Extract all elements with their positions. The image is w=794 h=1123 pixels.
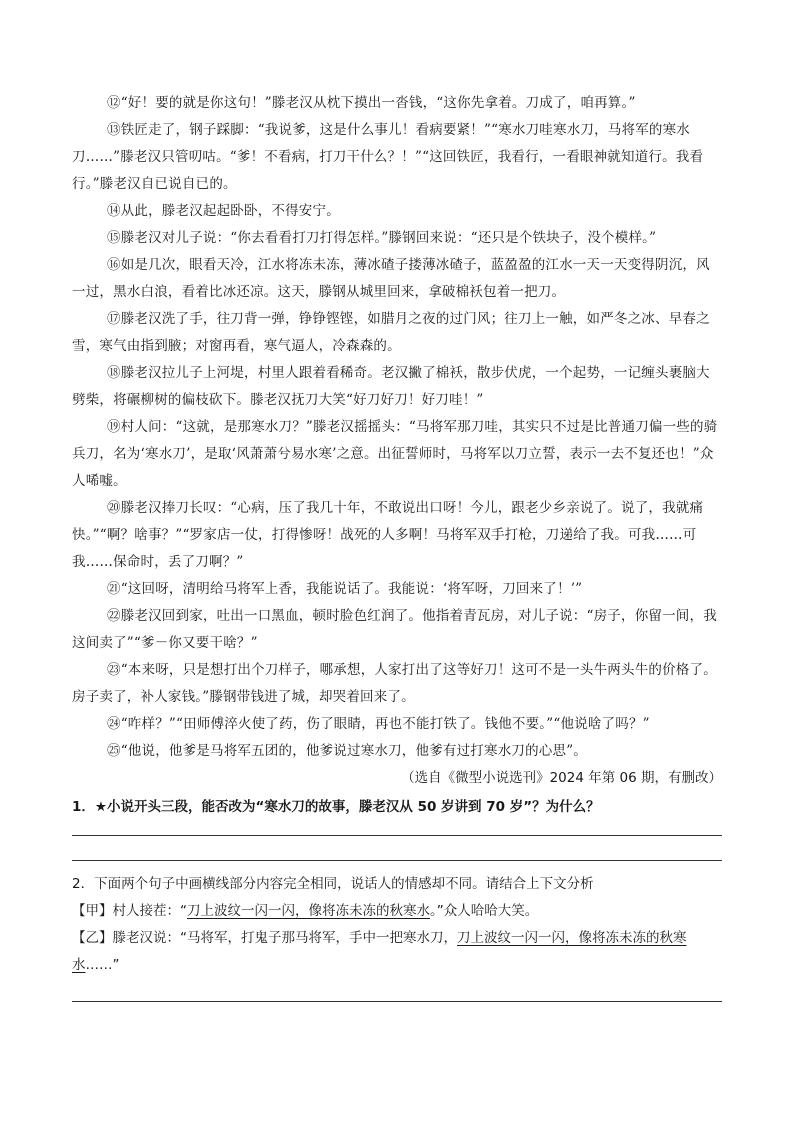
paragraph-19: ⑲村人问：“这就，是那寒水刀？”滕老汉摇摇头：“马将军那刀哇，其实只不过是比普通刀偏一些的骑兵刀，名为‘寒水刀’，是取‘风萧萧兮易水寒’之意。出征誓师时，马将军以刀立誓，表示一去不复还也！”众人唏嘘。 — [72, 419, 718, 489]
paragraph-21: ㉑“这回呀，清明给马将军上香，我能说话了。我能说：‘将军呀，刀回来了！’” — [107, 581, 583, 597]
sentence-jia — [72, 898, 722, 925]
source-citation: （选自《微型小说选刊》2024 年第 06 期，有删改） — [401, 770, 722, 786]
paragraph-20: ⑳滕老汉捧刀长叹：“心病，压了我几十年，不敢说出口呀！今儿，跟老少乡亲说了。说了，我就痛快。”“啊？啥事？”“罗家店一仗，打得惨呀！战死的人多啊！马将军双手打枪，刀递给了我。可我……可我……保命时，丢了刀啊？” — [72, 500, 704, 570]
paragraph-25: ㉕“他说，他爹是马将军五团的，他爹说过寒水刀，他爹有过打寒水刀的心思”。 — [107, 743, 588, 759]
paragraph-23: ㉓“本来呀，只是想打出个刀样子，哪承想，人家打出了这等好刀！这可不是一头牛两头牛的价格了。房子卖了，补人家钱。”滕钢带钱进了城，却哭着回来了。 — [72, 662, 717, 705]
paragraph-24: ㉔“咋样？”“田师傅淬火使了药，伤了眼睛，再也不能打铁了。钱他不要。”“他说啥了吗？” — [107, 716, 650, 732]
answer-line-1 — [72, 835, 722, 836]
paragraph-17: ⑰滕老汉洗了手，往刀背一弹，铮铮铿铿，如腊月之夜的过门风；往刀上一触，如严冬之冰、早春之雪，寒气由指到腋；对窗再看，寒气逼人，冷森森的。 — [72, 311, 710, 354]
paragraph-15: ⑮滕老汉对儿子说：“你去看看打刀打得怎样。”滕钢回来说：“还只是个铁块子，没个模样。” — [107, 230, 657, 246]
paragraph-14: ⑭从此，滕老汉起起卧卧，不得安宁。 — [107, 203, 340, 219]
paragraph-18: ⑱滕老汉拉儿子上河堤，村里人跟着看稀奇。老汉撇了棉袄，散步伏虎，一个起势，一记缠头裹脑大劈柴，将碾柳树的偏枝砍下。滕老汉抚刀大笑“好刀好刀！好刀哇！” — [72, 365, 710, 408]
question-2: 2．下面两个句子中画横线部分内容完全相同，说话人的情感却不同。请结合上下文分析 — [72, 876, 594, 892]
sentence-yi — [72, 925, 722, 979]
sentence-yi-prefix: 【乙】滕老汉说：“马将军，打鬼子那马将军，手中一把寒水刀， — [72, 930, 457, 946]
paragraph-13: ⑬铁匠走了，钢子踩脚：“我说爹，这是什么事儿！看病要紧！”“寒水刀哇寒水刀，马将军的寒水刀……”滕老汉只管叨咕。“爹！不看病，打刀干什么？！”“这回铁匠，我看行，一看眼神就知道行。我看行。”滕老汉自已说自已的。 — [72, 122, 704, 192]
paragraph-16: ⑯如是几次，眼看天冷，江水将冻未冻，薄冰碴子搂薄冰碴子，蓝盈盈的江水一天一天变得阴沉，风一过，黑水白浪，看着比冰还凉。这天，滕钢从城里回来，拿破棉袄包着一把刀。 — [72, 257, 710, 300]
sentence-yi-suffix: ……” — [85, 957, 120, 973]
question-1: 1．★小说开头三段，能否改为“寒水刀的故事，滕老汉从 50 岁讲到 70 岁”？为什么？ — [72, 799, 600, 815]
sentence-jia-suffix: 。”众人哈哈大笑。 — [430, 903, 539, 919]
document-body — [72, 90, 722, 1002]
sentence-jia-prefix: 【甲】村人接茬：“ — [72, 903, 187, 919]
sentence-jia-underlined: 刀上波纹一闪一闪，像将冻未冻的秋寒水 — [187, 903, 430, 919]
paragraph-22: ㉒滕老汉回到家，吐出一口黑血，顿时脸色红润了。他指着青瓦房，对儿子说：“房子，你留一间，我这间卖了”“爹－你又要干啥？” — [72, 608, 717, 651]
answer-line-2 — [72, 860, 722, 861]
sentence-yi-underlined: 刀上波纹一闪一闪，像将冻未冻的秋寒水 — [72, 930, 687, 973]
answer-line-3 — [72, 1001, 722, 1002]
paragraph-12: ⑫“好！要的就是你这句！”滕老汉从枕下摸出一沓钱，“这你先拿着。刀成了，咱再算。” — [107, 95, 636, 111]
